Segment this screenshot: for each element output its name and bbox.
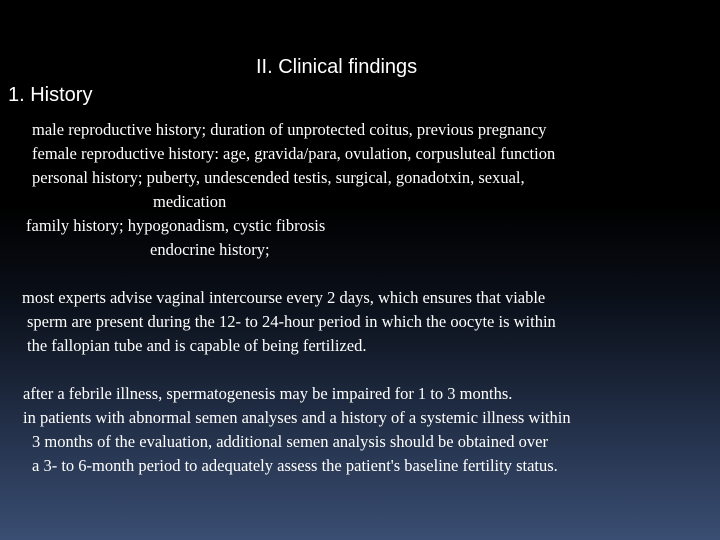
intercourse-line-1: most experts advise vaginal intercourse every 2 days, which ensures that viable <box>22 288 546 307</box>
slide-title: II. Clinical findings <box>256 56 418 78</box>
history-line-personal: personal history; puberty, undescended testis, surgical, gonadotxin, sexual, <box>32 168 525 187</box>
intercourse-line-2: sperm are present during the 12- to 24-hour period in which the oocyte is within <box>27 312 556 331</box>
intercourse-line-3: the fallopian tube and is capable of being fertilized. <box>27 336 367 355</box>
history-line-family: family history; hypogonadism, cystic fibrosis <box>26 216 326 235</box>
history-line-female: female reproductive history: age, gravida/para, ovulation, corpusluteal function <box>32 144 556 163</box>
illness-line-4: a 3- to 6-month period to adequately assess the patient's baseline fertility status. <box>32 456 558 475</box>
section-heading-history: 1. History <box>8 84 93 106</box>
history-line-endocrine: endocrine history; <box>150 240 270 259</box>
history-line-male: male reproductive history; duration of unprotected coitus, previous pregnancy <box>32 120 547 139</box>
history-line-medication: medication <box>153 192 227 211</box>
illness-line-2: in patients with abnormal semen analyses and a history of a systemic illness within <box>23 408 571 427</box>
illness-line-1: after a febrile illness, spermatogenesis may be impaired for 1 to 3 months. <box>23 384 513 403</box>
illness-line-3: 3 months of the evaluation, additional semen analysis should be obtained over <box>32 432 548 451</box>
